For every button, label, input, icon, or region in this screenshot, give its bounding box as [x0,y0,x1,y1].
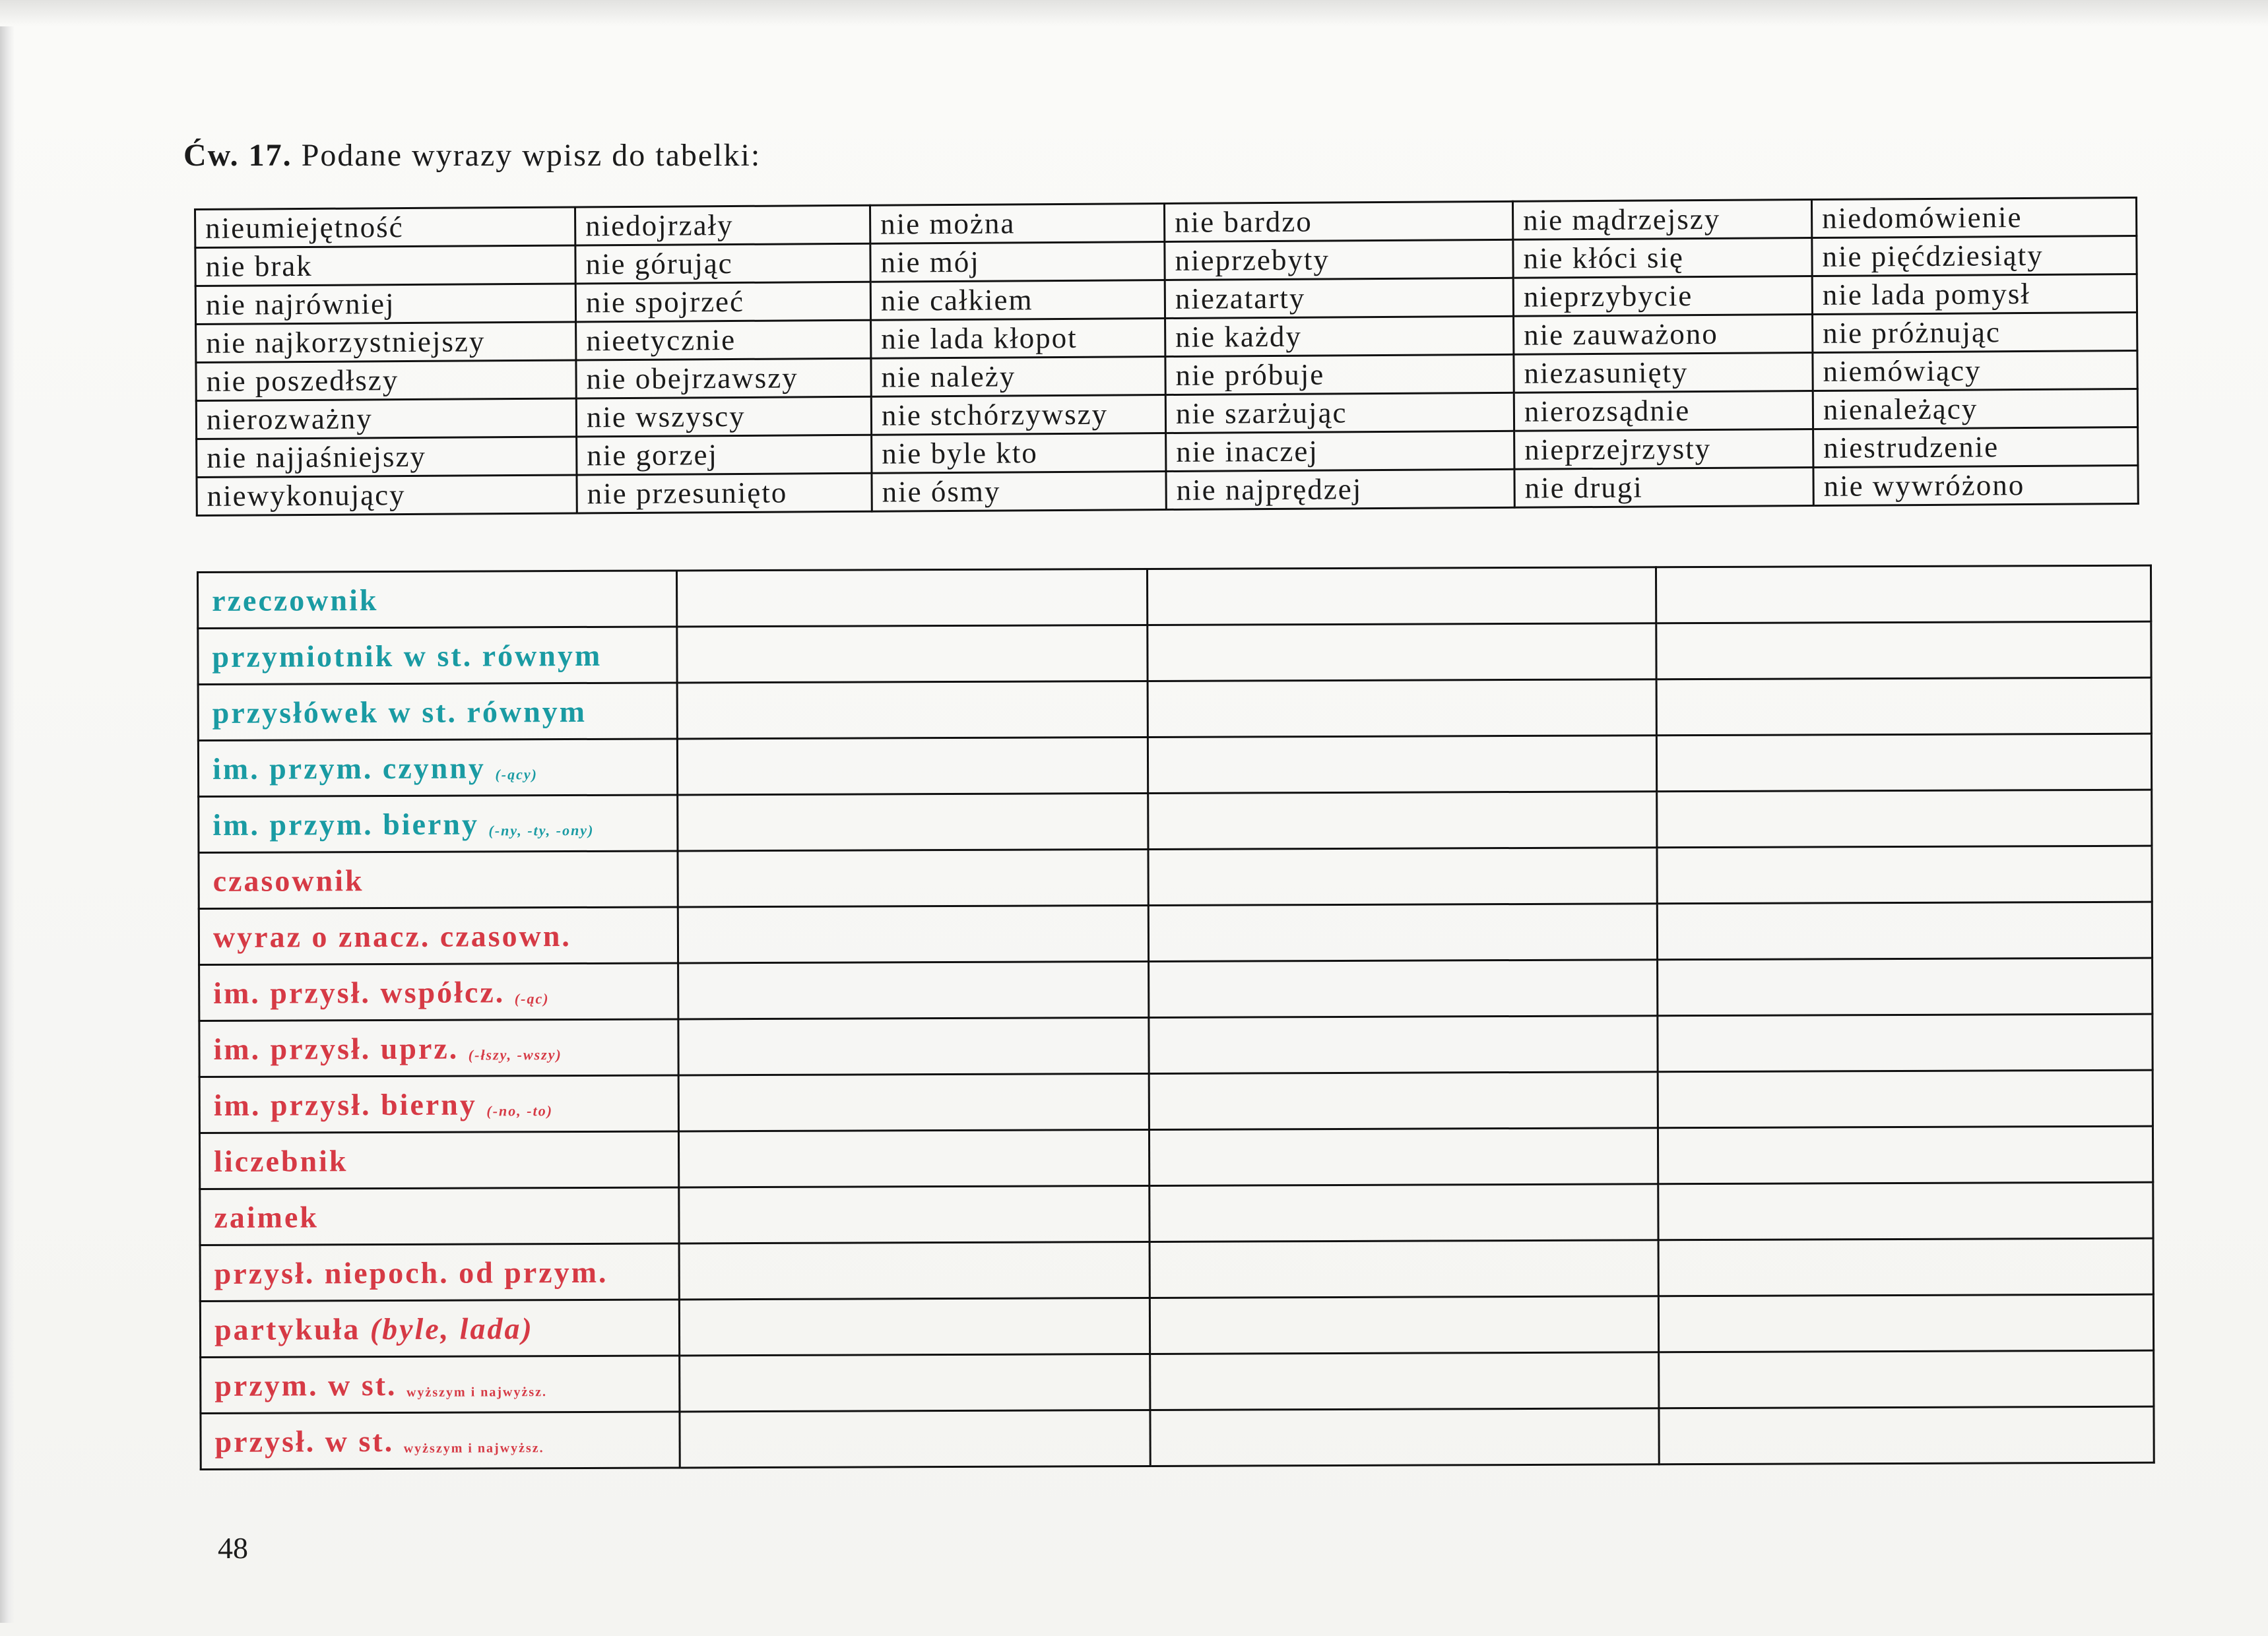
answer-cell[interactable] [1150,1184,1658,1242]
answer-cell[interactable] [1150,1352,1659,1410]
word-cell: nie mądrzejszy [1512,200,1811,240]
word-cell: niewykonujący [197,475,577,516]
answer-cell[interactable] [1149,960,1658,1018]
word-cell: nienależący [1813,389,2137,429]
category-label [201,1412,680,1470]
page-top-edge [0,0,2268,26]
answer-cell[interactable] [1147,567,1656,625]
category-example: (byle, lada) [370,1311,534,1346]
category-name: przymiotnik w st. równym [212,638,602,674]
word-cell: nieetycznie [576,320,871,360]
category-name: przym. w st. [214,1368,397,1402]
word-cell: nie zauważono [1514,315,1813,355]
category-row [199,846,2152,908]
answer-cell[interactable] [1149,1072,1658,1130]
answer-cell[interactable] [1657,902,2152,960]
category-label [200,1300,679,1358]
category-row [199,958,2153,1021]
answer-cell[interactable] [1656,677,2151,736]
page-binding-edge [0,26,15,1623]
answer-cell[interactable] [679,1242,1150,1299]
word-cell: nie ósmy [872,472,1166,512]
category-name: przysł. w st. [214,1424,395,1459]
word-cell: nie najkorzystniejszy [196,322,576,363]
category-row [199,790,2152,852]
answer-cell[interactable] [1149,1128,1658,1186]
word-cell: nie pięćdziesiąty [1812,236,2137,276]
page-number: 48 [218,1531,248,1565]
category-row [200,1182,2153,1245]
category-row [198,677,2151,740]
answer-cell[interactable] [1150,1408,1659,1466]
category-suffix: (-ąc) [514,990,550,1007]
answer-cell[interactable] [1148,679,1656,738]
answer-cell[interactable] [678,1017,1149,1075]
answer-cell[interactable] [1150,1296,1658,1354]
answer-cell[interactable] [677,737,1148,794]
word-cell: niezasunięty [1514,353,1813,393]
answer-cell[interactable] [1658,1238,2153,1296]
category-suffix: (-no, -to) [486,1102,554,1119]
category-name: liczebnik [214,1143,348,1178]
answer-cell[interactable] [1656,621,2151,679]
category-row [199,1126,2153,1189]
category-name: partykuła [214,1311,361,1346]
answer-cell[interactable] [1659,1406,2154,1464]
answer-cell[interactable] [678,1129,1149,1187]
category-label [199,907,678,965]
word-cell: nie byle kto [872,433,1166,474]
word-cell: nieprzebyty [1165,239,1513,280]
exercise-instruction: Podane wyrazy wpisz do tabelki: [301,138,761,173]
words-table [194,197,2139,517]
category-label [199,1075,678,1133]
answer-cell[interactable] [1658,1294,2153,1352]
answer-cell[interactable] [680,1410,1150,1467]
word-cell: niestrudzenie [1813,427,2138,468]
word-cell: nie każdy [1165,316,1514,356]
word-cell: nie poszedłszy [196,360,576,401]
word-cell: nie należy [871,357,1165,397]
word-cell: nie bardzo [1164,201,1512,241]
word-cell: nierozsądnie [1514,391,1813,431]
category-label [198,683,677,741]
answer-cell[interactable] [1150,1240,1658,1298]
word-cell: nie próbuje [1165,354,1514,394]
category-label [200,1187,679,1245]
category-name: czasownik [212,863,364,898]
category-row [200,1238,2153,1301]
category-row [198,565,2151,628]
category-name: im. przysł. bierny [213,1087,477,1122]
category-label [201,1356,680,1414]
word-cell: nie brak [195,245,575,286]
category-label [198,739,677,797]
answer-cell[interactable] [678,905,1148,962]
word-cell: nie lada kłopot [871,319,1165,359]
word-cell: nie mój [870,242,1165,282]
answer-cell[interactable] [678,961,1149,1019]
word-cell: niezatarty [1165,278,1513,318]
category-name: wyraz o znacz. czasown. [212,918,571,954]
word-cell: nie inaczej [1166,431,1514,471]
category-name: zaimek [214,1199,319,1234]
category-name: im. przym. czynny [212,750,486,786]
word-cell: nie spojrzeć [575,282,870,322]
category-row [201,1406,2154,1469]
word-cell: nie gorzej [577,435,872,475]
answer-cell[interactable] [677,569,1148,626]
category-name: przysł. niepoch. od przym. [214,1255,608,1290]
category-name: im. przysł. współcz. [213,974,505,1010]
word-cell: nierozważny [196,398,576,439]
answer-cell[interactable] [1148,792,1657,850]
category-row [198,734,2151,796]
category-suffix: wyższym i najwyższ. [403,1440,544,1456]
word-cell: nie całkiem [870,280,1165,321]
answer-cell[interactable] [1148,848,1657,906]
category-row [199,902,2152,964]
category-suffix: (-ny, -ty, -ony) [488,821,595,838]
word-cell: nie próżnując [1813,313,2137,353]
word-cell: niedomówienie [1811,198,2136,238]
word-cell: nieprzejrzysty [1514,429,1813,470]
category-label [198,571,677,629]
answer-cell[interactable] [1148,736,1656,794]
answer-cell[interactable] [1658,1126,2153,1184]
category-label [199,963,678,1021]
word-cell: nie wszyscy [576,396,871,437]
word-cell: nieumiejętność [195,207,575,248]
category-label [199,1019,678,1077]
word-cell: niedojrzały [575,205,870,245]
answer-cell[interactable] [1658,1182,2153,1240]
category-row [198,621,2151,684]
answer-cell[interactable] [1656,565,2151,623]
answer-cell[interactable] [679,1298,1150,1355]
word-cell: nie szarżując [1165,393,1514,433]
category-name: przysłówek w st. równym [212,694,587,730]
category-label [200,1243,679,1302]
category-label [199,1131,678,1189]
answer-cell[interactable] [678,1073,1149,1131]
word-cell: nie lada pomysł [1812,274,2137,315]
word-cell: nie górując [575,243,870,284]
word-cell: nie stchórzywszy [871,395,1165,435]
answer-cell[interactable] [1657,790,2152,848]
answer-cell[interactable] [680,1354,1150,1411]
answer-cell[interactable] [1658,1014,2153,1072]
category-suffix: (-łszy, -wszy) [468,1046,562,1063]
answer-cell[interactable] [1148,623,1656,681]
category-name: rzeczownik [212,582,379,617]
exercise-number: Ćw. 17. [183,138,292,173]
categories-table [197,565,2155,1470]
category-name: im. przym. bierny [212,807,480,842]
word-cell: nie najrówniej [195,284,575,325]
word-cell: nie wywróżono [1813,466,2138,506]
word-cell: nie najprędzej [1166,469,1514,509]
category-label [199,851,678,909]
word-cell: nie najjaśniejszy [197,437,577,478]
answer-cell[interactable] [1658,958,2153,1016]
category-label [199,795,678,853]
answer-cell[interactable] [1659,1350,2154,1408]
category-row [200,1294,2153,1357]
answer-cell[interactable] [1657,846,2152,904]
word-cell: nie obejrzawszy [576,358,871,398]
answer-cell[interactable] [1656,734,2151,792]
word-cell: niemówiący [1813,351,2137,391]
category-row [199,1070,2153,1133]
category-suffix: (-ący) [495,765,538,782]
category-row [199,1014,2153,1077]
word-cell: nie drugi [1514,468,1813,508]
word-cell: nie kłóci się [1513,238,1812,278]
category-suffix: wyższym i najwyższ. [406,1384,548,1400]
answer-cell[interactable] [1149,1016,1658,1074]
word-cell: nie można [870,204,1164,244]
answer-cell[interactable] [677,625,1148,682]
answer-cell[interactable] [1148,904,1657,962]
category-name: im. przysł. uprz. [213,1031,459,1066]
word-cell: nieprzybycie [1513,276,1812,317]
word-cell: nie przesunięto [577,473,872,513]
exercise-title [183,137,761,173]
answer-cell[interactable] [678,793,1148,850]
answer-cell[interactable] [679,1185,1150,1243]
answer-cell[interactable] [677,681,1148,738]
answer-cell[interactable] [678,849,1148,906]
category-label [198,627,677,685]
answer-cell[interactable] [1658,1070,2153,1128]
category-row [201,1350,2154,1413]
